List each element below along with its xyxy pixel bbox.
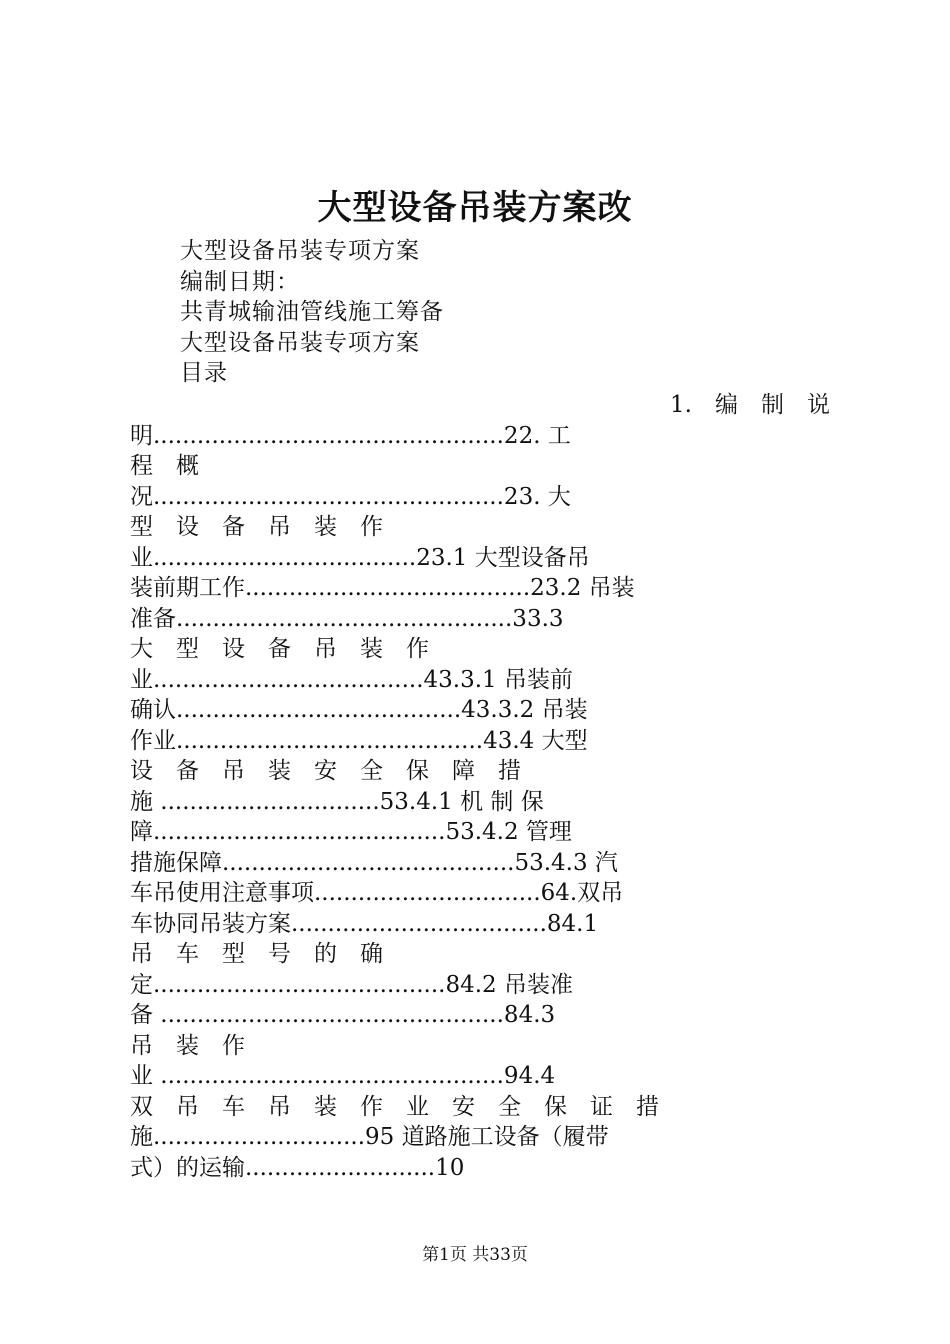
toc-line: 型 设 备 吊 装 作 bbox=[130, 514, 383, 540]
toc-line: 障........................................53.4.2 管理 bbox=[130, 819, 572, 845]
toc-line: 双 吊 车 吊 装 作 业 安 全 保 证 措 bbox=[130, 1093, 659, 1120]
toc-line: 1. 编 制 说 bbox=[670, 392, 830, 418]
toc-line: 施 ..............................53.4.1 机 制 保 bbox=[130, 788, 544, 815]
toc-line: 车吊使用注意事项...............................64.双吊 bbox=[130, 880, 624, 906]
toc-line: 明................................................22. 工 bbox=[130, 422, 571, 449]
toc-line: 业....................................23.1 大型设备吊 bbox=[130, 544, 590, 571]
toc-line: 程 概 bbox=[130, 453, 199, 479]
toc-line: 吊 车 型 号 的 确 bbox=[130, 941, 383, 967]
toc-line: 措施保障........................................53.4.3 汽 bbox=[130, 849, 618, 876]
toc-line: 施.............................95 道路施工设备（履带 bbox=[130, 1124, 609, 1150]
toc-line: 确认.......................................43.3.2 吊装 bbox=[130, 697, 588, 723]
toc-line: 备 ...............................................84.3 bbox=[130, 1002, 556, 1028]
toc-line: 作业..........................................43.4 大型 bbox=[130, 727, 588, 754]
page-footer: 第1页 共33页 bbox=[422, 1245, 528, 1265]
toc-line: 设 备 吊 装 安 全 保 障 措 bbox=[130, 758, 521, 784]
intro-block bbox=[180, 236, 840, 389]
toc-line: 大 型 设 备 吊 装 作 bbox=[130, 636, 429, 662]
toc-line: 吊 装 作 bbox=[130, 1032, 245, 1059]
toc-line: 况................................................23. 大 bbox=[130, 483, 571, 510]
toc-line: 装前期工作.......................................23.2 吊装 bbox=[130, 575, 635, 601]
toc-line: 准备..............................................33.3 bbox=[130, 605, 564, 632]
intro-line-project: 大型设备吊装专项方案 bbox=[180, 238, 420, 264]
toc-line: 定........................................84.2 吊装准 bbox=[130, 971, 573, 998]
intro-line-project-repeat: 大型设备吊装专项方案 bbox=[180, 329, 420, 356]
intro-line-organization: 共青城输油管线施工筹备 bbox=[180, 299, 444, 325]
intro-line-toc-heading: 目录 bbox=[180, 360, 228, 386]
document-title: 大型设备吊装方案改 bbox=[317, 188, 633, 228]
toc-line: 业.....................................43.3.1 吊装前 bbox=[130, 666, 573, 693]
toc-line: 车协同吊装方案...................................84.1 bbox=[130, 910, 599, 937]
intro-line-date: 编制日期： bbox=[180, 268, 300, 295]
table-of-contents bbox=[130, 390, 830, 1183]
toc-line: 业 ...............................................94.4 bbox=[130, 1063, 556, 1089]
toc-line: 式）的运输..........................10 bbox=[130, 1154, 465, 1181]
